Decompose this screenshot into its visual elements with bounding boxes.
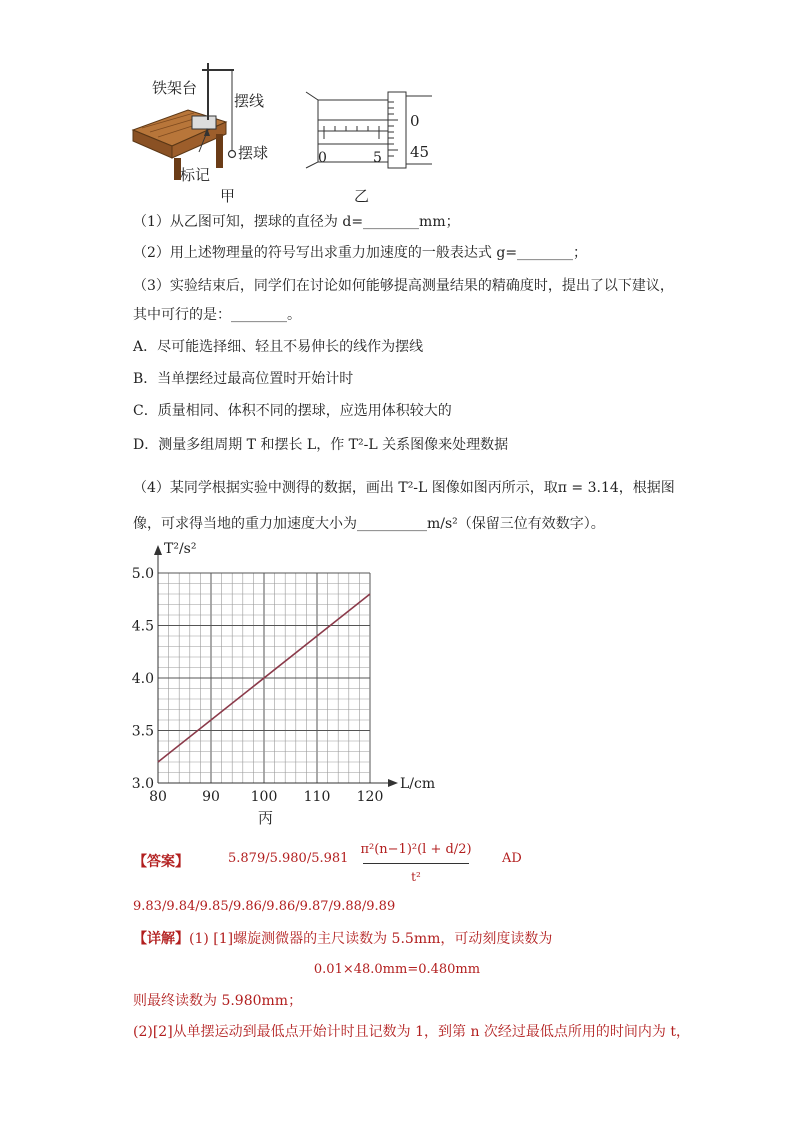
- thimble-0: 0: [410, 112, 420, 130]
- answer-3: AD: [502, 851, 522, 866]
- detail-line3: 则最终读数为 5.980mm；: [133, 993, 303, 1009]
- main-scale-5: 5: [373, 150, 382, 166]
- option-c: C．质量相同、体积不同的摆球，应选用体积较大的: [133, 403, 452, 419]
- option-d: D．测量多组周期 T 和摆长 L，作 T²-L 关系图像来处理数据: [133, 437, 509, 453]
- formula-denominator: t²: [411, 870, 421, 884]
- y-axis-label: T²/s²: [164, 541, 197, 557]
- label-stand: 铁架台: [152, 79, 198, 97]
- label-string: 摆线: [234, 92, 265, 110]
- x-axis-arrow-icon: [388, 779, 398, 787]
- caption-yi: 乙: [354, 187, 370, 205]
- x-axis-label: L/cm: [400, 776, 436, 792]
- caption-bing: 丙: [258, 809, 274, 827]
- y-tick-label: 4.0: [131, 671, 154, 687]
- detail-line1: [133, 929, 552, 949]
- x-tick-label: 80: [149, 789, 167, 805]
- question-3-line1: （3）实验结束后，同学们在讨论如何能够提高测量结果的精确度时，提出了以下建议，: [133, 278, 674, 294]
- x-tick-label: 120: [356, 789, 384, 805]
- y-tick-label: 4.5: [131, 618, 154, 635]
- question-4-line1: （4）某同学根据实验中测得的数据，画出 T²-L 图像如图丙所示，取π = 3.14，根据图: [133, 480, 675, 496]
- chart-t2-l: [120, 538, 440, 828]
- y-tick-label: 3.0: [131, 776, 154, 792]
- answer-4: 9.83/9.84/9.85/9.86/9.86/9.87/9.88/9.89: [133, 899, 396, 914]
- question-3-line2: 其中可行的是：________。: [133, 307, 301, 323]
- detail-line4: (2)[2]从单摆运动到最低点开始计时且记数为 1，到第 n 次经过最低点所用的时间内为 t，: [133, 1024, 691, 1040]
- question-1: （1）从乙图可知，摆球的直径为 d=________mm；: [133, 214, 460, 230]
- formula-numerator: π²(n−1)²(l + d/2): [360, 842, 472, 857]
- label-ball: 摆球: [238, 144, 269, 162]
- option-a: A．尽可能选择细、轻且不易伸长的线作为摆线: [133, 339, 424, 355]
- x-tick-label: 110: [303, 789, 331, 805]
- option-b: B．当单摆经过最高位置时开始计时: [133, 371, 354, 387]
- answer-1: 5.879/5.980/5.981: [228, 851, 349, 866]
- y-tick-label: 5.0: [131, 566, 154, 582]
- figure-jia: [128, 58, 278, 208]
- caption-jia: 甲: [220, 187, 236, 205]
- question-2: （2）用上述物理量的符号写出求重力加速度的一般表达式 g=________；: [133, 245, 588, 261]
- detail-label: 【详解】: [133, 931, 189, 947]
- main-scale-0: 0: [318, 150, 327, 166]
- x-tick-label: 100: [250, 789, 278, 805]
- figure-yi: [296, 86, 446, 208]
- pendulum-ball-icon: [229, 151, 236, 158]
- question-4-line2: 像，可求得当地的重力加速度大小为__________m/s²（保留三位有效数字）。: [133, 516, 605, 532]
- label-mark: 标记: [180, 166, 211, 184]
- answer-label: 【答案】: [133, 854, 189, 870]
- detail-line2: 0.01×48.0mm=0.480mm: [313, 962, 481, 977]
- detail-text-1: (1) [1]螺旋测微器的主尺读数为 5.5mm，可动刻度读数为: [189, 931, 553, 947]
- answer-formula: [360, 838, 472, 884]
- y-tick-label: 3.5: [131, 723, 154, 740]
- y-axis-arrow-icon: [154, 545, 162, 555]
- chart-ticks: [132, 566, 384, 805]
- x-tick-label: 90: [202, 789, 220, 805]
- thimble-45: 45: [410, 143, 430, 161]
